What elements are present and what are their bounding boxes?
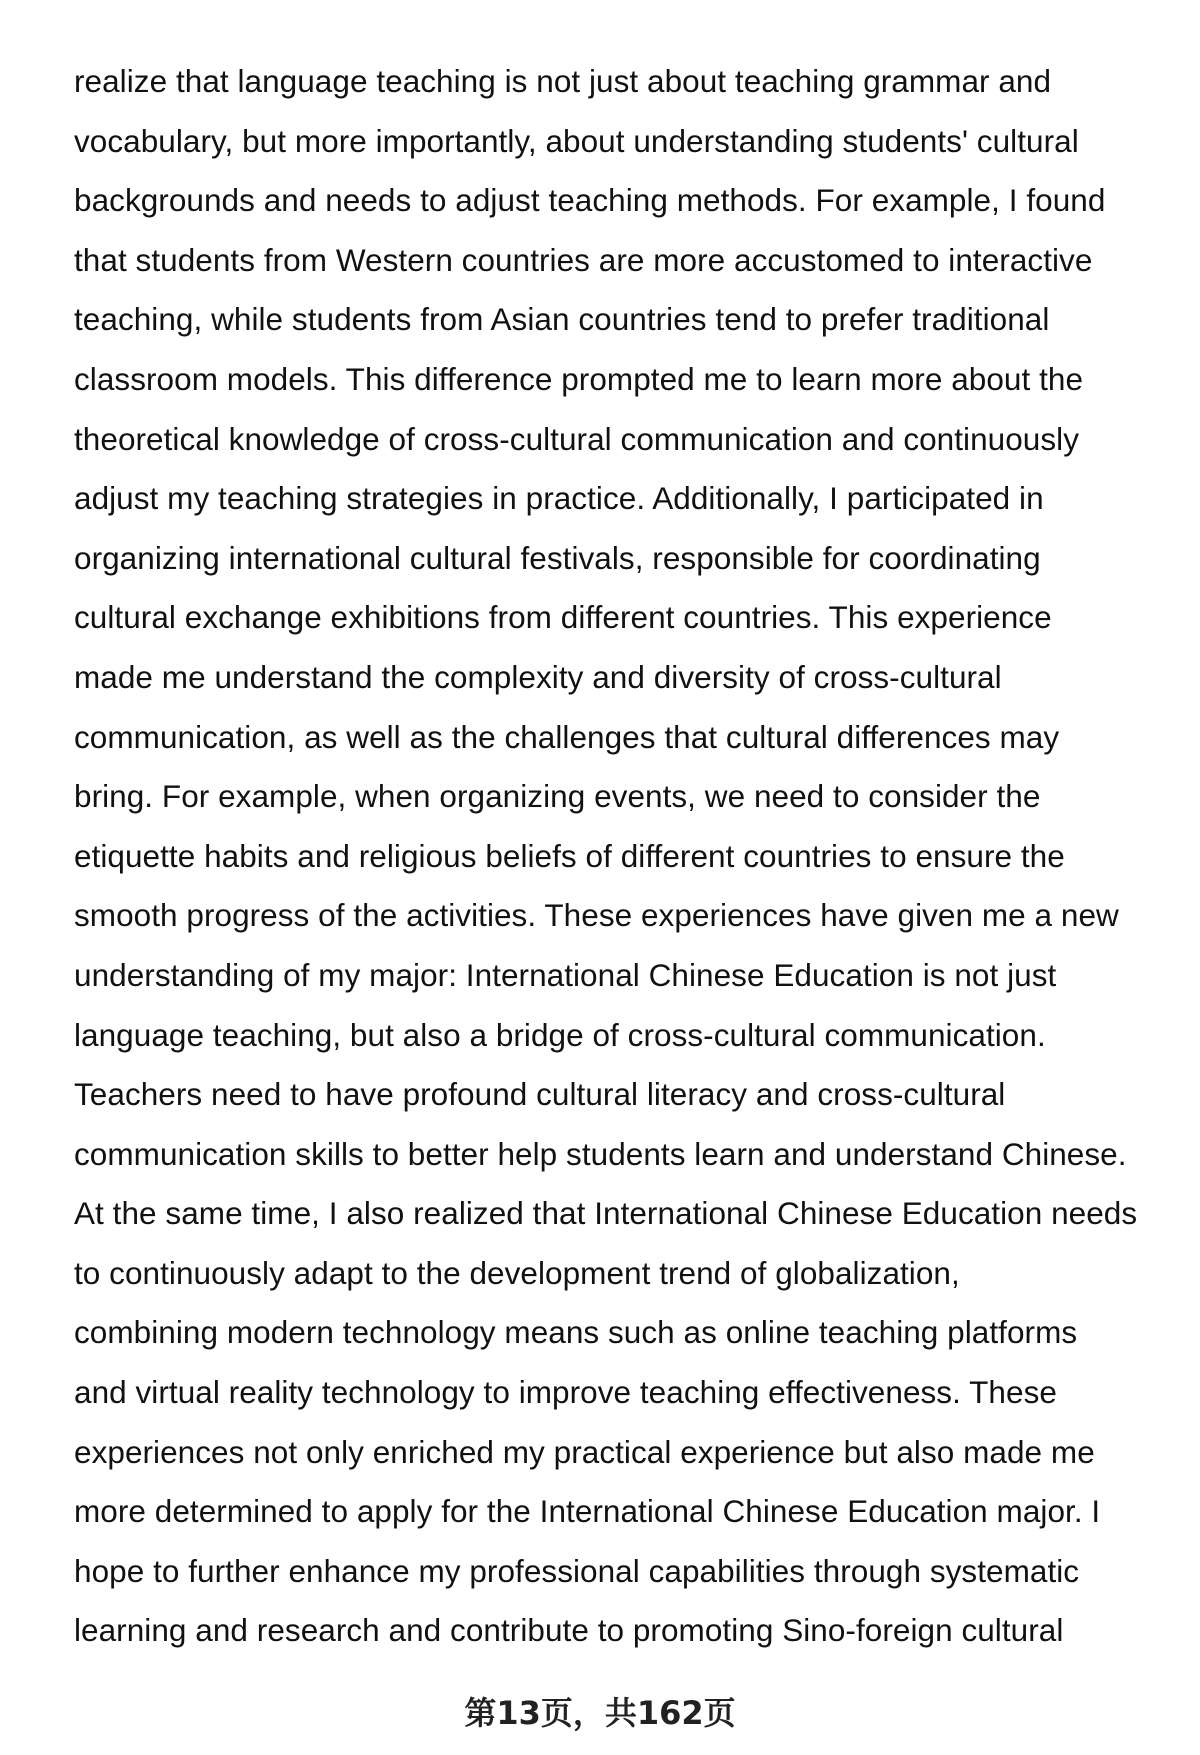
text-line: communication, as well as the challenges that cultural differences may (74, 718, 1060, 755)
text-line: smooth progress of the activities. These experiences have given me a new (74, 897, 1119, 934)
text-line: learning and research and contribute to promoting Sino-foreign cultural (74, 1612, 1064, 1649)
text-line: and virtual reality technology to improve teaching effectiveness. These (74, 1374, 1057, 1411)
text-line: vocabulary, but more importantly, about understanding students' cultural (74, 122, 1079, 159)
text-line: At the same time, I also realized that International Chinese Education needs (74, 1195, 1138, 1232)
text-line: classroom models. This difference prompted me to learn more about the (74, 360, 1084, 397)
text-line: teaching, while students from Asian countries tend to prefer traditional (74, 301, 1050, 338)
text-line: cultural exchange exhibitions from different countries. This experience (74, 599, 1052, 636)
text-line: hope to further enhance my professional capabilities through systematic (74, 1552, 1080, 1589)
text-line: communication skills to better help students learn and understand Chinese. (74, 1135, 1127, 1172)
text-line: organizing international cultural festivals, responsible for coordinating (74, 539, 1041, 576)
text-line: adjust my teaching strategies in practice. Additionally, I participated in (74, 480, 1044, 517)
text-line: theoretical knowledge of cross-cultural communication and continuously (74, 420, 1080, 457)
text-line: etiquette habits and religious beliefs of different countries to ensure the (74, 837, 1065, 874)
text-line: realize that language teaching is not just about teaching grammar and (74, 63, 1052, 99)
text-line: understanding of my major: International Chinese Education is not just (74, 956, 1057, 993)
body-text (74, 52, 1154, 1661)
text-line: made me understand the complexity and diversity of cross-cultural (74, 658, 1002, 695)
text-line: Teachers need to have profound cultural literacy and cross-cultural (74, 1076, 1006, 1113)
text-line: language teaching, but also a bridge of cross-cultural communication. (74, 1016, 1046, 1053)
page-number-footer: 第13页，共162页 (464, 1694, 736, 1732)
text-line: to continuously adapt to the development trend of globalization, (74, 1254, 960, 1291)
text-line: combining modern technology means such as online teaching platforms (74, 1314, 1078, 1351)
text-line: backgrounds and needs to adjust teaching methods. For example, I found (74, 182, 1106, 219)
text-line: that students from Western countries are more accustomed to interactive (74, 241, 1093, 278)
text-line: experiences not only enriched my practical experience but also made me (74, 1433, 1095, 1470)
text-line: bring. For example, when organizing events, we need to consider the (74, 778, 1041, 815)
text-line: more determined to apply for the International Chinese Education major. I (74, 1493, 1101, 1530)
